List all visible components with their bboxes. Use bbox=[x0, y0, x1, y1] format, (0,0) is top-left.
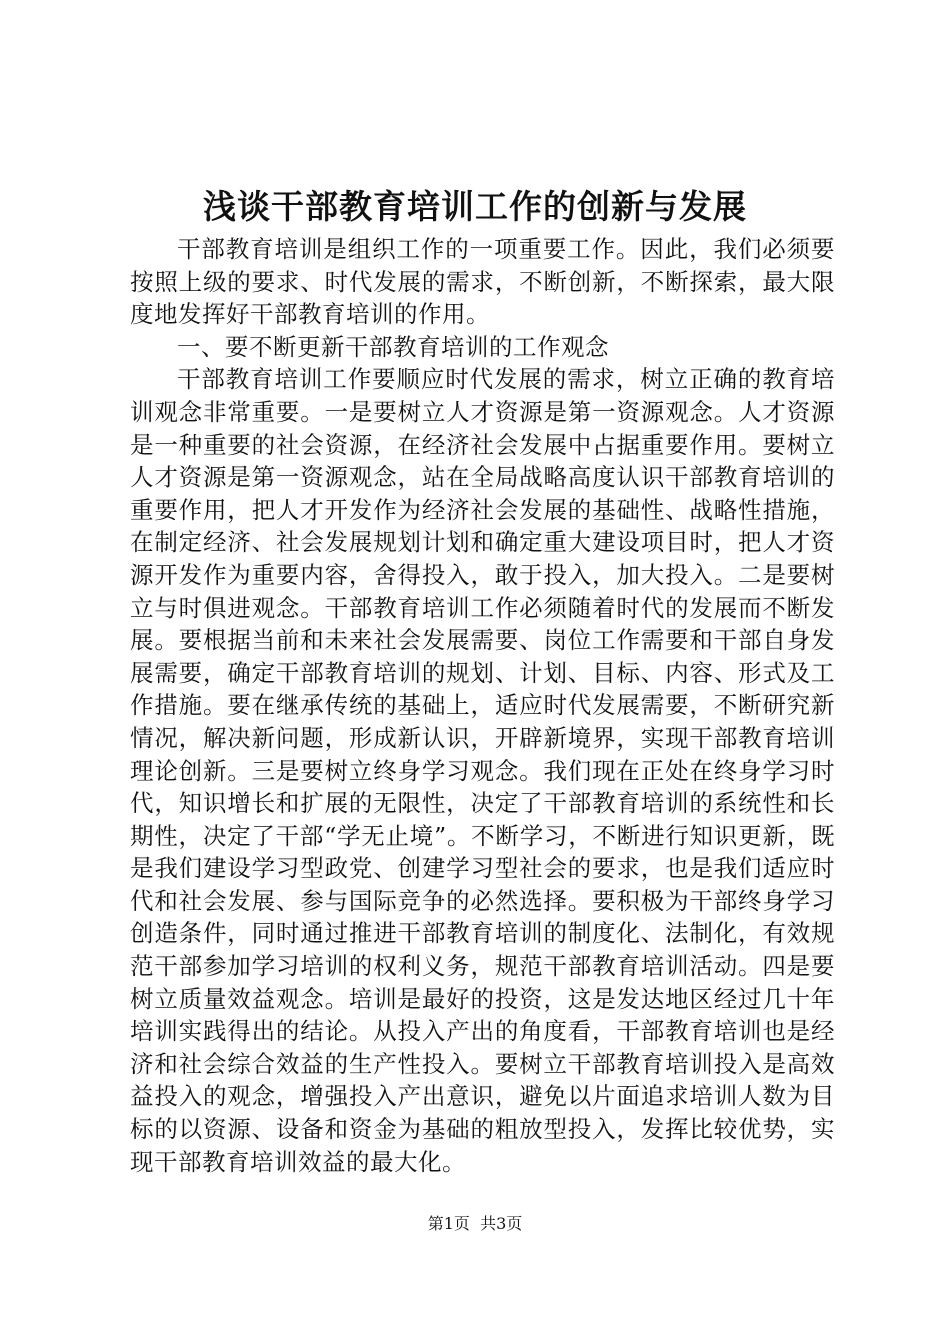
document-body bbox=[130, 233, 835, 1178]
page-footer bbox=[0, 1214, 950, 1234]
section-heading: 一、要不断更新干部教育培训的工作观念 bbox=[177, 332, 609, 361]
page-number: 第1页 bbox=[427, 1214, 470, 1233]
document-title: 浅谈干部教育培训工作的创新与发展 bbox=[203, 187, 747, 226]
paragraph-intro: 干部教育培训是组织工作的一项重要工作。因此，我们必须要按照上级的要求、时代发展的需求，不断创新，不断探索，最大限度地发挥好干部教育培训的作用。 bbox=[130, 235, 835, 329]
page-total: 共3页 bbox=[480, 1214, 523, 1233]
paragraph-main: 干部教育培训工作要顺应时代发展的需求，树立正确的教育培训观念非常重要。一是要树立人才资源是第一资源观念。人才资源是一种重要的社会资源，在经济社会发展中占据重要作用。要树立人才资源是第一资源观念，站在全局战略高度认识干部教育培训的重要作用，把人才开发作为经济社会发展的基础性、战略性措施，在制定经济、社会发展规划计划和确定重大建设项目时，把人才资源开发作为重要内容，舍得投入，敢于投入，加大投入。二是要树立与时俱进观念。干部教育培训工作必须随着时代的发展而不断发展。要根据当前和未来社会发展需要、岗位工作需要和干部自身发展需要，确定干部教育培训的规划、计划、目标、内容、形式及工作措施。要在继承传统的基础上，适应时代发展需要，不断研究新情况，解决新问题，形成新认识，开辟新境界，实现干部教育培训理论创新。三是要树立终身学习观念。我们现在正处在终身学习时代，知识增长和扩展的无限性，决定了干部教育培训的系统性和长期性，决定了干部“学无止境”。不断学习，不断进行知识更新，既是我们建设学习型政党、创建学习型社会的要求，也是我们适应时代和社会发展、参与国际竞争的必然选择。要积极为干部终身学习创造条件，同时通过推进干部教育培训的制度化、法制化，有效规范干部参加学习培训的权利义务，规范干部教育培训活动。四是要树立质量效益观念。培训是最好的投资，这是发达地区经过几十年培训实践得出的结论。从投入产出的角度看，干部教育培训也是经济和社会综合效益的生产性投入。要树立干部教育培训投入是高效益投入的观念，增强投入产出意识，避免以片面追求培训人数为目标的以资源、设备和资金为基础的粗放型投入，发挥比较优势，实现干部教育培训效益的最大化。 bbox=[130, 365, 835, 1176]
